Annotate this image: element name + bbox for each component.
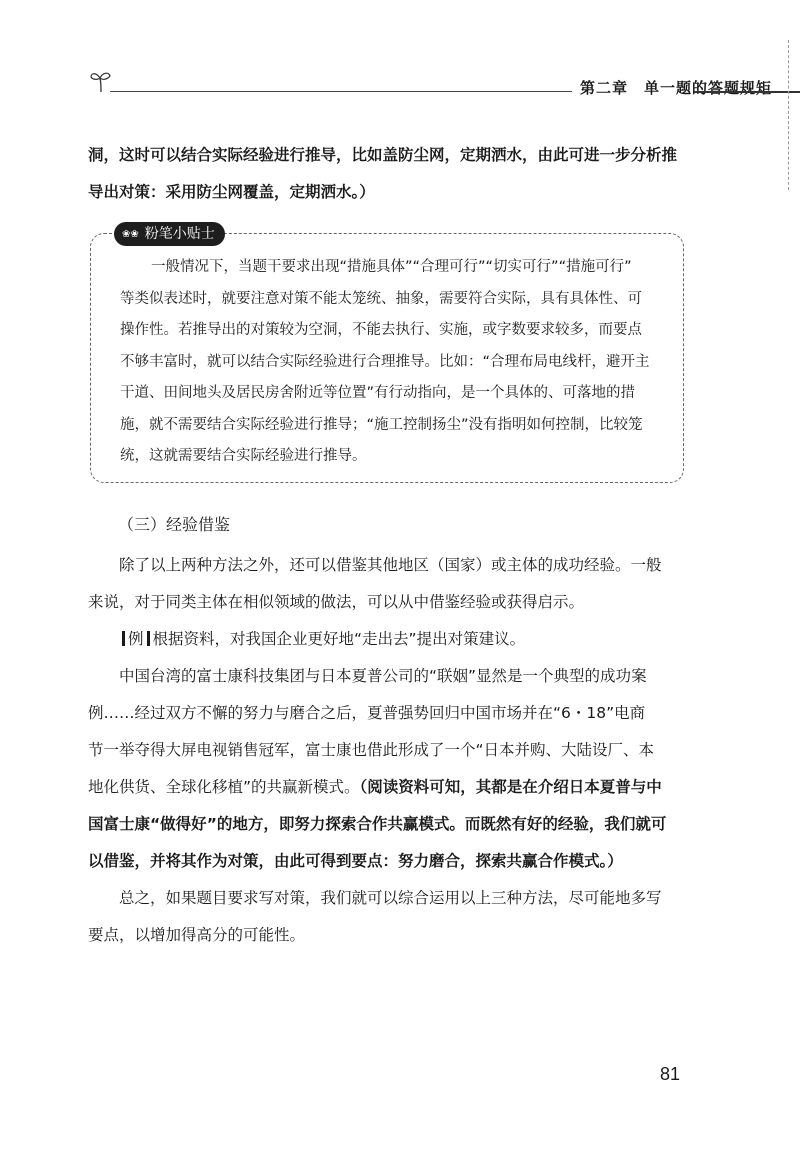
tip-line: 等类似表述时，就要注意对策不能太笼统、抽象，需要符合实际，具有具体性、可 <box>120 290 642 307</box>
intro-line: 洞，这时可以结合实际经验进行推导，比如盖防尘网，定期洒水，由此可进一步分析推 <box>88 146 678 164</box>
tip-label <box>114 222 225 246</box>
example-marker-left <box>122 631 125 646</box>
case-line: 中国台湾的富士康科技集团与日本夏普公司的“联姻”显然是一个典型的成功案 <box>119 667 647 685</box>
leaf-icon: ❀❀ <box>122 229 139 240</box>
example-text: 根据资料，对我国企业更好地“走出去”提出对策建议。 <box>152 630 526 648</box>
chapter-title: 第二章 单一题的答题规矩 <box>580 79 773 97</box>
tip-line: 操作性。若推导出的对策较为空洞，不能去执行、实施，或字数要求较多，而要点 <box>120 322 642 338</box>
intro-paragraph <box>88 137 708 211</box>
page-edge-mark <box>788 40 789 190</box>
analysis-line: 以借鉴，并将其作为对策，由此可得到要点：努力磨合，探索共赢合作模式。） <box>88 852 623 870</box>
body-text <box>88 547 708 954</box>
body-line: 除了以上两种方法之外，还可以借鉴其他地区（国家）或主体的成功经验。一般 <box>119 556 662 574</box>
tip-line: 统，这就需要结合实际经验进行推导。 <box>120 448 367 464</box>
tip-line: 不够丰富时，就可以结合实际经验进行合理推导。比如：“合理布局电线杆，避开主 <box>120 353 650 370</box>
case-line <box>88 769 708 806</box>
example-marker-right <box>147 631 150 646</box>
section-heading: （三）经验借鉴 <box>118 515 231 534</box>
analysis-line: 国富士康“做得好”的地方，即努力探索合作共赢模式。而既然有好的经验，我们就可 <box>88 815 667 833</box>
case-line: 节一举夺得大屏电视销售冠军，富士康也借此形成了一个“日本并购、大陆设厂、本 <box>88 741 655 759</box>
tip-content <box>120 252 656 473</box>
summary-line: 总之，如果题目要求写对策，我们就可以综合运用以上三种方法，尽可能地多写 <box>119 889 662 907</box>
case-line-text: 地化供货、全球化移植”的共赢新模式。 <box>88 778 360 796</box>
example-question <box>88 621 708 658</box>
tip-line: 一般情况下，当题干要求出现“措施具体”“合理可行”“切实可行”“措施可行” <box>151 259 632 275</box>
body-line: 来说，对于同类主体在相似领域的做法，可以从中借鉴经验或获得启示。 <box>88 593 585 611</box>
tip-line: 施，就不需要结合实际经验进行推导；“施工控制扬尘”没有指明如何控制，比较笼 <box>120 416 643 433</box>
tip-line: 干道、田间地头及居民房舍附近等位置”有行动指向，是一个具体的、可落地的措 <box>120 385 636 401</box>
example-label: 例 <box>128 630 144 648</box>
running-header <box>88 68 800 98</box>
analysis-start: （阅读资料可知，其都是在介绍日本夏普与中 <box>359 778 662 796</box>
intro-line: 导出对策：采用防尘网覆盖，定期洒水。） <box>88 183 375 201</box>
header-rule-right <box>694 91 800 93</box>
case-line: 例……经过双方不懈的努力与磨合之后，夏普强势回归中国市场并在“6・18”电商 <box>88 704 646 722</box>
summary-line: 要点，以增加得高分的可能性。 <box>88 926 306 944</box>
header-rule-left <box>110 91 572 92</box>
page-number: 81 <box>660 1064 681 1084</box>
tip-label-text: 粉笔小贴士 <box>144 226 215 242</box>
